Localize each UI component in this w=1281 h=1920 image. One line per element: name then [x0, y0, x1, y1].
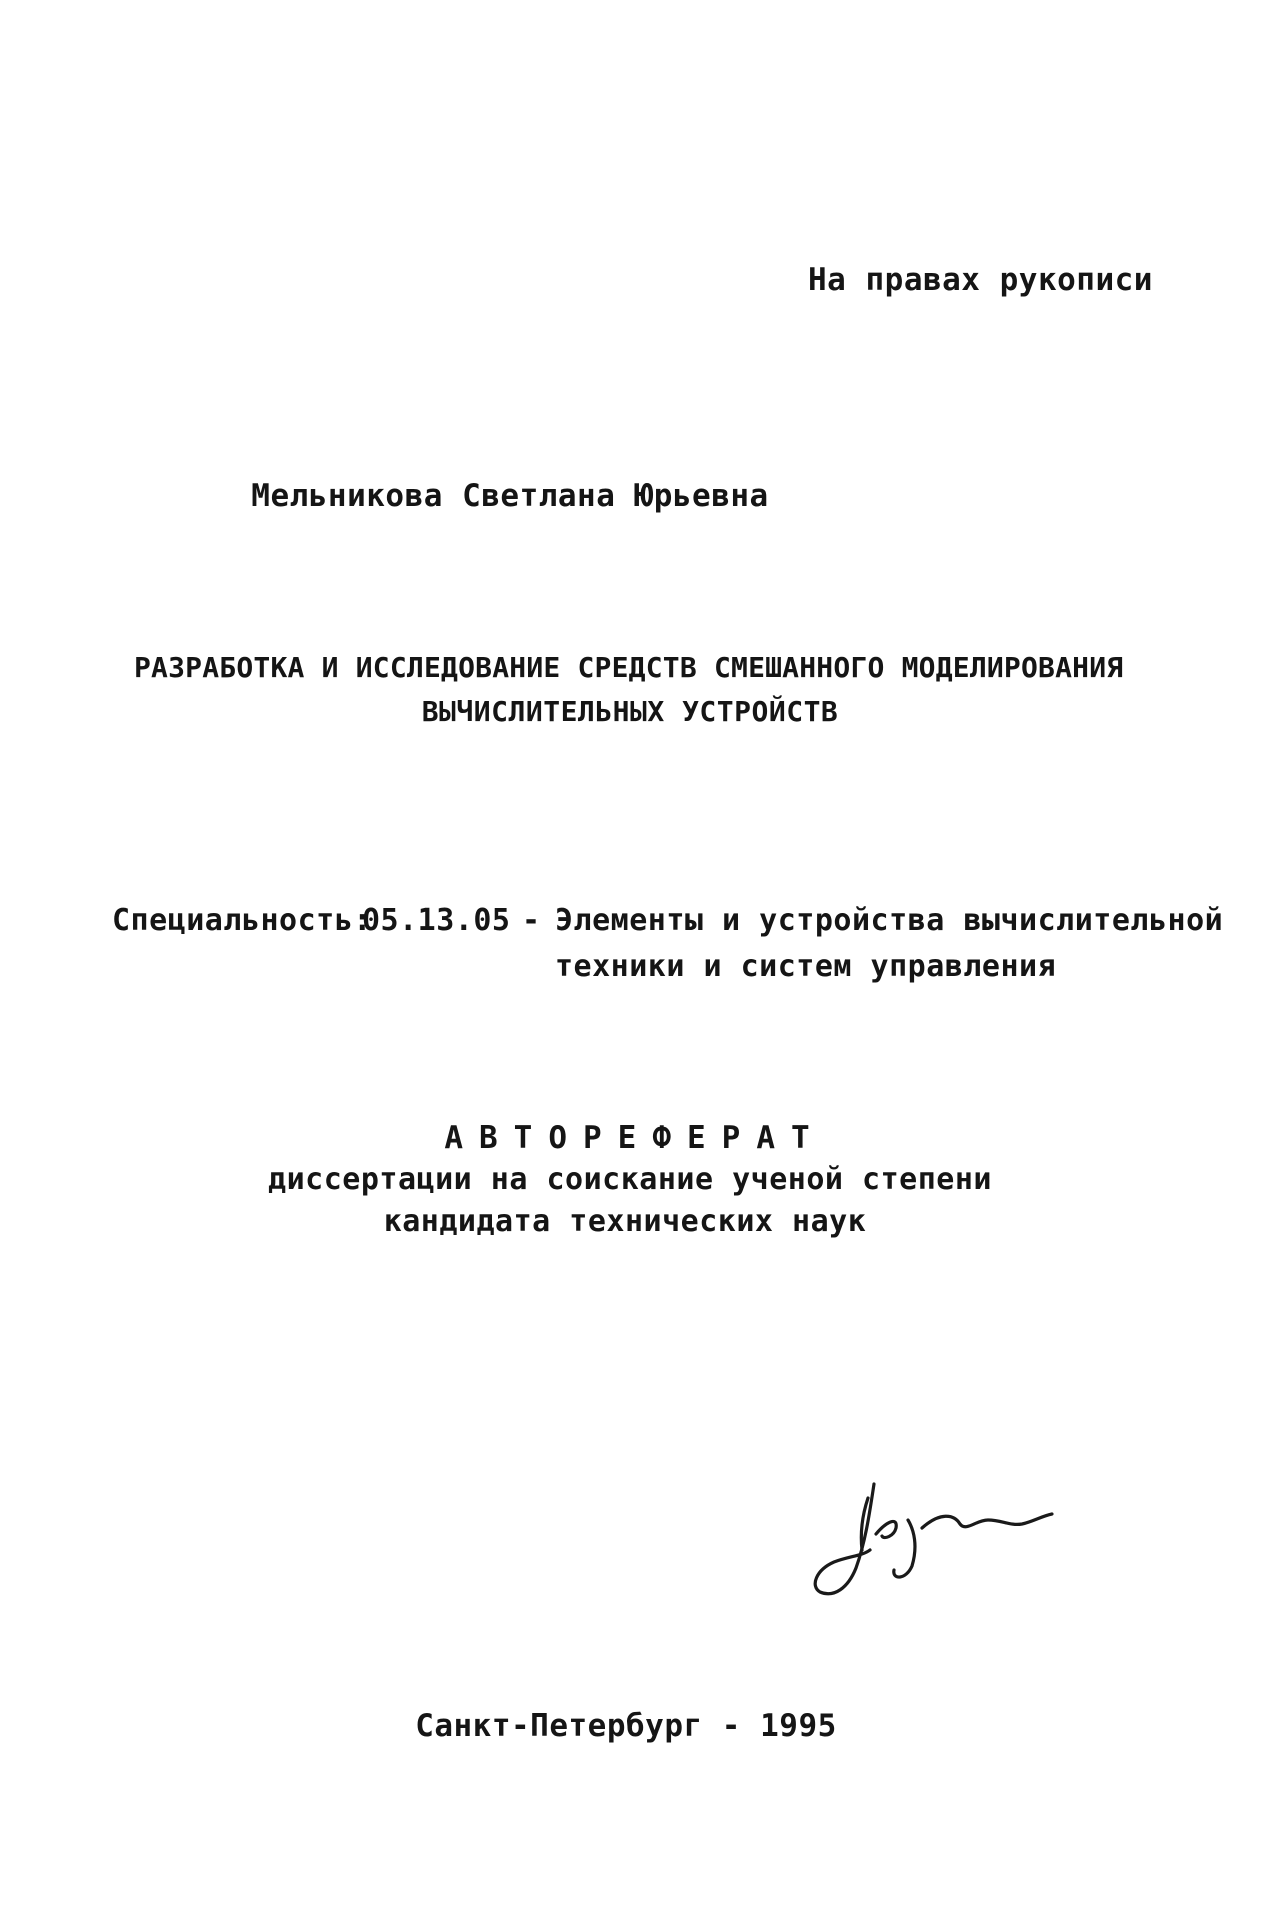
dissertation-title-line-2: ВЫЧИСЛИТЕЛЬНЫХ УСТРОЙСТВ — [421, 695, 839, 728]
specialty-label: Специальность: — [112, 903, 372, 938]
author-name: Мельникова Светлана Юрьевна — [251, 478, 769, 514]
specialty-dash: - — [522, 903, 541, 938]
specialty-name-line-2: техники и систем управления — [555, 949, 1057, 984]
abstract-subtitle-line-1: диссертации на соискание ученой степени — [268, 1162, 992, 1197]
specialty-code: 05.13.05 — [362, 903, 511, 938]
place-and-year: Санкт-Петербург - 1995 — [415, 1708, 837, 1744]
specialty-name-line-1: Элементы и устройства вычислительной — [555, 903, 1224, 938]
manuscript-note: На правах рукописи — [808, 262, 1153, 298]
dissertation-title-line-1: РАЗРАБОТКА И ИССЛЕДОВАНИЕ СРЕДСТВ СМЕШАННОГО МОДЕЛИРОВАНИЯ — [134, 651, 1124, 684]
abstract-heading: АВТОРЕФЕРАТ — [444, 1120, 826, 1156]
abstract-subtitle-line-2: кандидата технических наук — [383, 1204, 867, 1239]
handwritten-signature — [790, 1470, 1070, 1610]
